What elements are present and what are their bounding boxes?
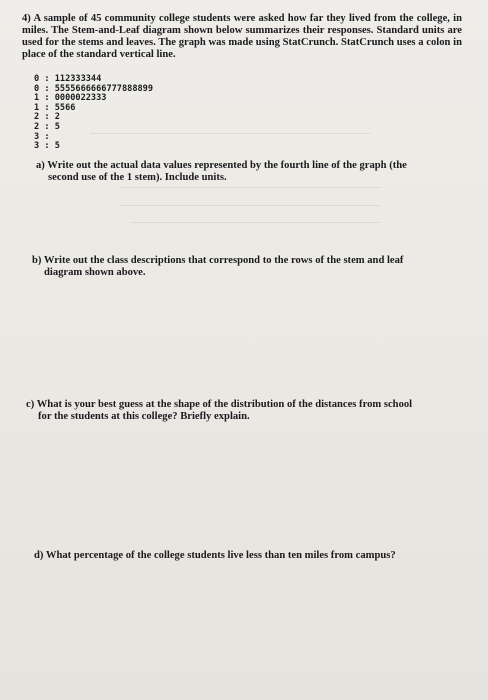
part-d-text-line1: What percentage of the college students live less than ten miles from campus? [45, 550, 396, 561]
stem-leaf-row [34, 142, 153, 152]
part-label: c) [26, 399, 35, 410]
leaf-values: 2 [54, 112, 60, 123]
leaf-values: 5 [54, 121, 60, 132]
leaf-values: 112333344 [54, 74, 102, 84]
part-b-text-line2: diagram shown above. [44, 267, 146, 278]
bleed-through-line [120, 187, 380, 188]
part-a-text-line1: Write out the actual data values represented by the fourth line of the graph (the [47, 160, 407, 171]
stem-separator: : [39, 131, 55, 142]
part-label: d) [34, 550, 44, 561]
question-part-c [26, 399, 472, 423]
stem-separator: : [39, 121, 55, 132]
stem-value: 1 [34, 93, 40, 104]
stem-value: 2 [34, 121, 40, 132]
part-label: b) [32, 255, 42, 266]
question-part-b [32, 255, 462, 279]
stem-value: 1 [34, 102, 40, 113]
question-part-d [34, 550, 474, 562]
stem-value: 3 [34, 141, 40, 152]
part-label: a) [36, 160, 45, 171]
part-b-text-line1: Write out the class descriptions that correspond to the rows of the stem and leaf [43, 255, 404, 266]
question-4-prompt [22, 13, 462, 61]
leaf-values: 5555666666777888899 [54, 83, 154, 94]
leaf-values: 5566 [54, 102, 76, 113]
stem-separator: : [39, 83, 55, 94]
question-4-text: A sample of 45 community college students were asked how far they lived from the college, in miles. The Stem-and-Leaf diagram shown below summarizes their responses. Standard units are used for the stems and leaves. The graph was made using StatCrunch. StatCrunch uses a colon in place of the standard vertical line. [22, 13, 462, 60]
stem-separator: : [39, 102, 55, 113]
question-number: 4) [22, 13, 31, 24]
part-c-text-line1: What is your best guess at the shape of the distribution of the distances from school [36, 399, 413, 410]
bleed-through-line [120, 205, 380, 206]
leaf-values: 0000022333 [54, 93, 107, 104]
question-part-a [36, 160, 456, 184]
stem-value: 2 [34, 112, 40, 123]
stem-separator: : [39, 141, 55, 152]
leaf-values: 5 [54, 141, 60, 152]
bleed-through-line [130, 222, 380, 223]
stem-leaf-diagram [34, 75, 153, 152]
stem-value: 3 [34, 131, 40, 142]
stem-value: 0 [34, 74, 40, 84]
stem-separator: : [39, 74, 55, 84]
stem-separator: : [39, 93, 55, 104]
stem-value: 0 [34, 83, 40, 94]
part-c-text-line2: for the students at this college? Briefly explain. [38, 411, 250, 422]
part-a-text-line2: second use of the 1 stem). Include units. [48, 172, 227, 183]
stem-separator: : [39, 112, 55, 123]
